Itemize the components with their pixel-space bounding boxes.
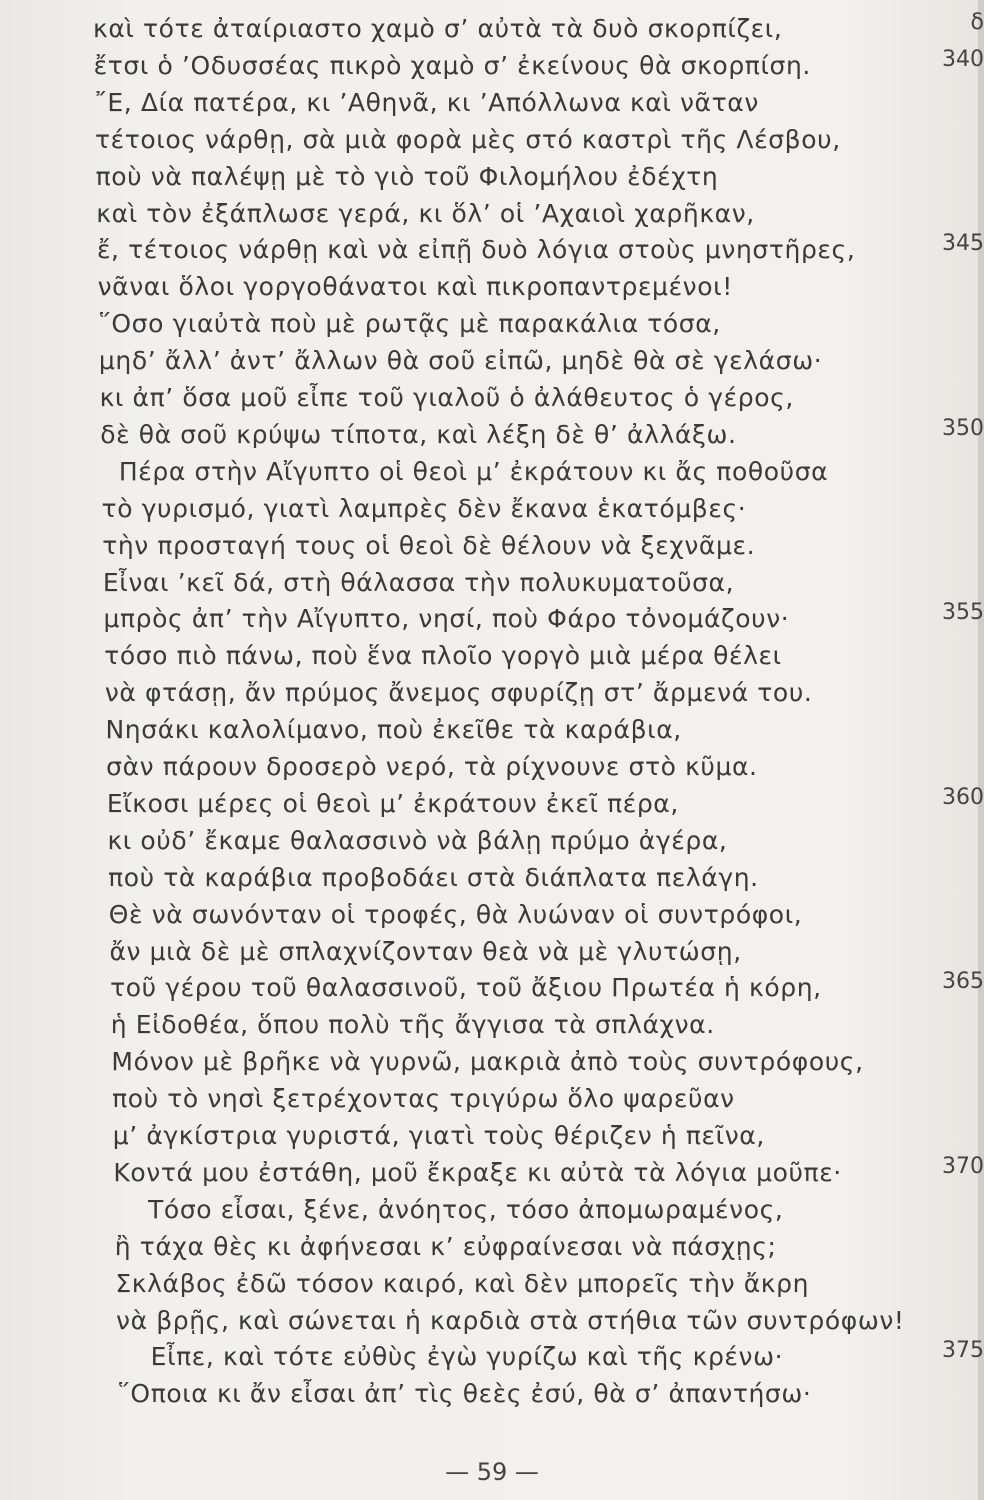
verse-line: δὲ θὰ σοῦ κρύψω τίποτα, καὶ λέξη δὲ θ’ ἀλλάξω.: [100, 419, 737, 449]
verse-line: Σκλάβος ἐδῶ τόσον καιρό, καὶ δὲν μπορεῖς τὴν ἄκρη: [115, 1268, 810, 1298]
verse-line: ποὺ τὸ νησὶ ξετρέχοντας τριγύρω ὅλο ψαρεῦαν: [112, 1084, 735, 1114]
verse-line: ἡ Εἰδοθέα, ὅπου πολὺ τῆς ἄγγισα τὰ σπλάχνα.: [110, 1010, 715, 1040]
verse-line: μ’ ἀγκίστρια γυριστά, γιατὶ τοὺς θέριζεν ἡ πεῖνα,: [112, 1121, 765, 1150]
verse-line: ῎Ε, Δία πατέρα, κι ’Αθηνᾶ, κι ’Απόλλωνα καὶ νᾶταν: [94, 87, 759, 117]
verse-line: κι ἀπ’ ὅσα μοῦ εἶπε τοῦ γιαλοῦ ὁ ἀλάθευτος ὁ γέρος,: [99, 383, 794, 412]
line-number: 360: [942, 784, 984, 810]
line-number: 370: [942, 1153, 984, 1179]
line-number: 365: [942, 969, 984, 995]
verse-line: ἔ, τέτοιος νάρθῃ καὶ νὰ εἰπῇ δυὸ λόγια στοὺς μνηστῆρες,: [96, 235, 856, 265]
verse-line: Εἶπε, καὶ τότε εὐθὺς ἐγὼ γυρίζω καὶ τῆς κρένω·: [150, 1342, 784, 1372]
verse-line: Νησάκι καλολίμανο, ποὺ ἐκεῖθε τὰ καράβια,: [105, 715, 682, 745]
line-number: 355: [942, 600, 984, 626]
verse-line: ἔτσι ὁ ’Οδυσσέας πικρὸ χαμὸ σ’ ἐκείνους θὰ σκορπίση.: [93, 50, 811, 80]
verse-line: Μόνον μὲ βρῆκε νὰ γυρνῶ, μακριὰ ἀπὸ τοὺς συντρόφους,: [111, 1047, 864, 1077]
line-number: 345: [942, 231, 984, 257]
verse-line: καὶ τὸν ἐξάπλωσε γερά, κι ὅλ’ οἱ ’Αχαιοὶ χαρῆκαν,: [96, 198, 755, 228]
line-number: 375: [942, 1338, 984, 1364]
page-number: — 59 —: [445, 1458, 539, 1486]
verse-line: ῞Οσο γιαὐτὰ ποὺ μὲ ρωτᾷς μὲ παρακάλια τόσα,: [98, 309, 721, 339]
line-number: 340: [942, 46, 984, 72]
verse-line: ποὺ νὰ παλέψῃ μὲ τὸ γιὸ τοῦ Φιλομήλου ἐδέχτη: [95, 161, 719, 191]
verse-line: νὰ βρῇς, καὶ σώνεται ἡ καρδιὰ στὰ στήθια τῶν συντρόφων!: [116, 1305, 905, 1335]
verse-line: μηδ’ ἄλλ’ ἀντ’ ἄλλων θὰ σοῦ εἰπῶ, μηδὲ θὰ σὲ γελάσω·: [98, 346, 823, 376]
verse-line: τὴν προσταγή τους οἱ θεοὶ δὲ θέλουν νὰ ξεχνᾶμε.: [102, 530, 756, 560]
verse-line: ἢ τάχα θὲς κι ἀφήνεσαι κ’ εὐφραίνεσαι νὰ πάσχῃς;: [114, 1231, 777, 1261]
verse-line: μπρὸς ἀπ’ τὴν Αἴγυπτο, νησί, ποὺ Φάρο τὀνομάζουν·: [103, 604, 790, 634]
verse-line: καὶ τότε ἀταίριαστο χαμὸ σ’ αὐτὰ τὰ δυὸ σκορπίζει,: [93, 14, 783, 43]
verse-line: ἄν μιὰ δὲ μὲ σπλαχνίζονταν θεὰ νὰ μὲ γλυτώσῃ,: [109, 936, 742, 966]
verse-line: τόσο πιὸ πάνω, ποὺ ἕνα πλοῖο γοργὸ μιὰ μέρα θέλει: [104, 641, 782, 671]
verse-line: Εἶναι ’κεῖ δά, στὴ θάλασσα τὴν πολυκυματοῦσα,: [102, 567, 735, 597]
line-number: 350: [942, 415, 984, 441]
verse-line: ποὺ τὰ καράβια προβοδάει στὰ διάπλατα πελάγη.: [108, 862, 759, 892]
verse-line: τὸ γυρισμό, γιατὶ λαμπρὲς δὲν ἔκανα ἑκατόμβες·: [101, 493, 747, 523]
verse-line: νᾶναι ὅλοι γοργοθάνατοι καὶ πικροπαντρεμένοι!: [97, 272, 733, 302]
line-number: δ: [970, 10, 984, 35]
verse-line: τέτοιος νάρθῃ, σὰ μιὰ φορὰ μὲς στό καστρὶ τῆς Λέσβου,: [94, 124, 841, 154]
verse-line: Πέρα στὴν Αἴγυπτο οἱ θεοὶ μ’ ἐκράτουν κι ἄς ποθοῦσα: [118, 456, 829, 486]
verse-line: Τόσο εἶσαι, ξένε, ἀνόητος, τόσο ἀπομωραμένος,: [148, 1194, 784, 1224]
verse-line: ῞Οποια κι ἄν εἶσαι ἀπ’ τὶς θεὲς ἐσύ, θὰ σ’ ἀπαντήσω·: [117, 1379, 812, 1409]
page-edge: [978, 0, 984, 1500]
verse-line: τοῦ γέρου τοῦ θαλασσινοῦ, τοῦ ἄξιου Πρωτέα ἡ κόρη,: [110, 973, 822, 1003]
verse-line: Θὲ νὰ σωνόνταν οἱ τροφές, θὰ λυώναν οἱ συντρόφοι,: [108, 899, 803, 929]
verse-line: Εἴκοσι μέρες οἱ θεοὶ μ’ ἐκράτουν ἐκεῖ πέρα,: [106, 788, 679, 818]
verse-line: Κοντά μου ἐστάθη, μοῦ ἔκραξε κι αὐτὰ τὰ λόγια μοῦπε·: [113, 1157, 842, 1187]
verse-line: νὰ φτάσῃ, ἄν πρύμος ἄνεμος σφυρίζῃ στ’ ἄρμενά του.: [104, 678, 813, 708]
verse-line: σὰν πάρουν δροσερὸ νερό, τὰ ρίχνουνε στὸ κῦμα.: [106, 752, 758, 781]
verse-line: κι οὐδ’ ἔκαμε θαλασσινὸ νὰ βάλῃ πρύμο ἀγέρα,: [107, 825, 728, 855]
